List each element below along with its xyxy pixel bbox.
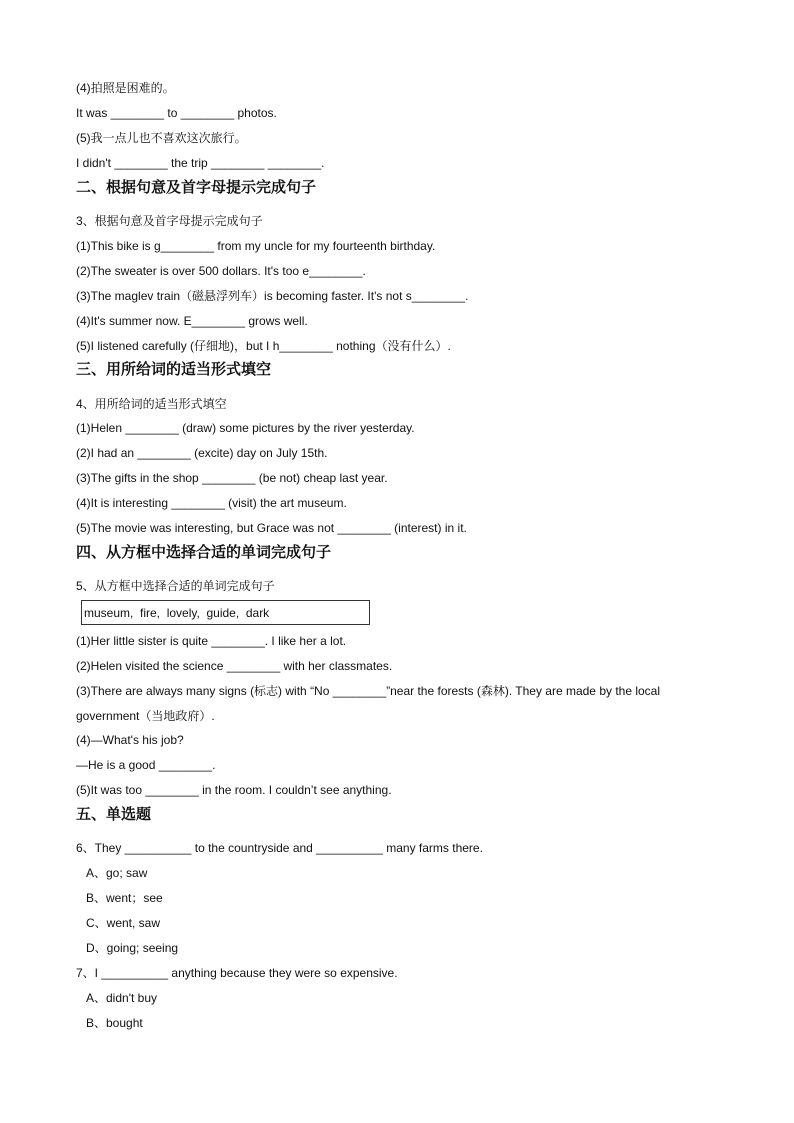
q-line: (5)The movie was interesting, but Grace was not ________ (interest) in it. bbox=[76, 521, 467, 535]
q-line: (4)It's summer now. E________ grows well. bbox=[76, 314, 308, 328]
option-line: C、went, saw bbox=[86, 916, 161, 930]
q-line: It was ________ to ________ photos. bbox=[76, 106, 277, 120]
q-line: (4)—What's his job? bbox=[76, 733, 184, 747]
option-line: A、go; saw bbox=[86, 866, 148, 880]
section-heading-2: 二、根据句意及首字母提示完成句子 bbox=[76, 179, 317, 196]
q-line: (1)Helen ________ (draw) some pictures by the river yesterday. bbox=[76, 421, 415, 435]
section-heading-4: 四、从方框中选择合适的单词完成句子 bbox=[76, 544, 332, 561]
option-line: B、bought bbox=[86, 1016, 143, 1030]
section-heading-3: 三、用所给词的适当形式填空 bbox=[76, 361, 272, 378]
q-line: (4)拍照是困难的。 bbox=[76, 81, 175, 95]
q-line: 5、从方框中选择合适的单词完成句子 bbox=[76, 579, 275, 593]
q-line: 6、They __________ to the countryside and __________ many farms there. bbox=[76, 841, 483, 855]
q-line: (5)我一点儿也不喜欢这次旅行。 bbox=[76, 131, 247, 145]
q-line: (2)I had an ________ (excite) day on July 15th. bbox=[76, 446, 328, 460]
q-line: (2)Helen visited the science ________ with her classmates. bbox=[76, 659, 393, 673]
q-line: 4、用所给词的适当形式填空 bbox=[76, 397, 227, 411]
word-box bbox=[81, 600, 370, 625]
q-line: (3)The maglev train（磁悬浮列车）is becoming faster. It's not s________. bbox=[76, 289, 469, 303]
q-line: (2)The sweater is over 500 dollars. It's too e________. bbox=[76, 264, 366, 278]
q-line: (1)This bike is g________ from my uncle for my fourteenth birthday. bbox=[76, 239, 436, 253]
q-line: (5)It was too ________ in the room. I couldn’t see anything. bbox=[76, 783, 392, 797]
q-line: government（当地政府）. bbox=[76, 709, 215, 723]
q-line: (3)There are always many signs (标志) with “No ________”near the forests (森林). They are made by the local bbox=[76, 684, 661, 698]
q-line: (5)I listened carefully (仔细地)，but I h________ nothing（没有什么）. bbox=[76, 339, 451, 353]
q-line: (3)The gifts in the shop ________ (be not) cheap last year. bbox=[76, 471, 388, 485]
q-line: 3、根据句意及首字母提示完成句子 bbox=[76, 214, 263, 228]
q-line: (1)Her little sister is quite ________. I like her a lot. bbox=[76, 634, 347, 648]
section-heading-5: 五、单选题 bbox=[76, 806, 152, 823]
word-box-text: museum, fire, lovely, guide, dark bbox=[84, 606, 270, 620]
q-line: —He is a good ________. bbox=[76, 758, 216, 772]
option-line: A、didn't buy bbox=[86, 991, 157, 1005]
option-line: D、going; seeing bbox=[86, 941, 179, 955]
q-line: 7、I __________ anything because they were so expensive. bbox=[76, 966, 398, 980]
q-line: I didn't ________ the trip ________ ________. bbox=[76, 156, 325, 170]
option-line: B、went；see bbox=[86, 891, 163, 905]
q-line: (4)It is interesting ________ (visit) the art museum. bbox=[76, 496, 347, 510]
